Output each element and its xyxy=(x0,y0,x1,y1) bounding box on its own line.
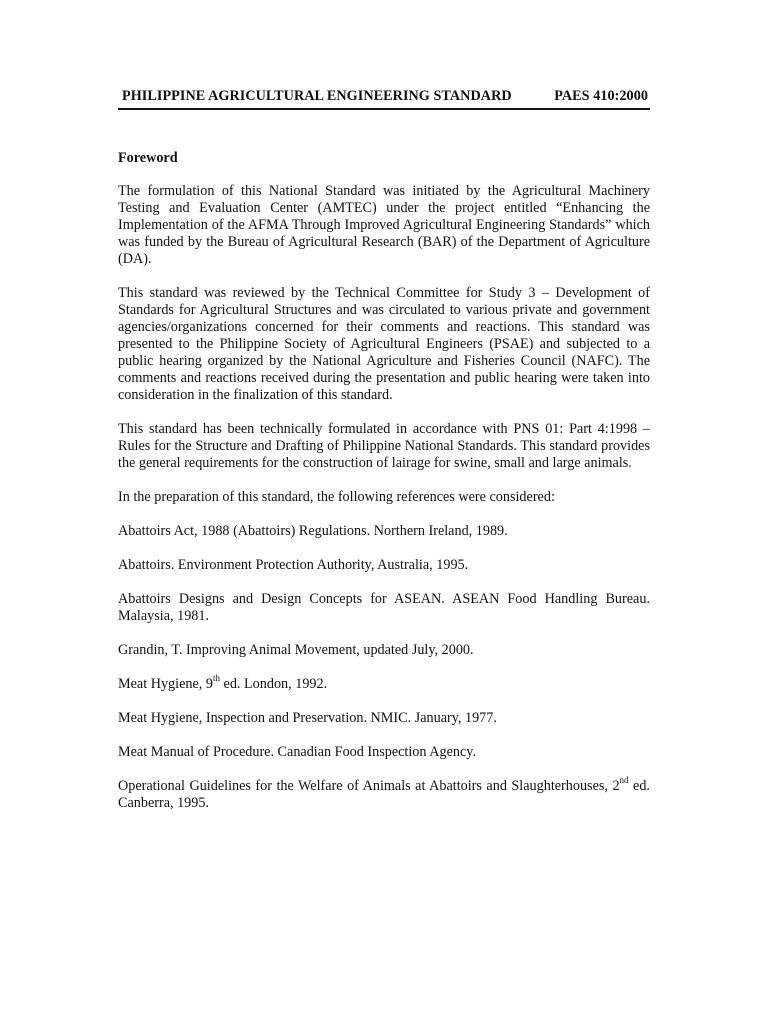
reference-item-8 xyxy=(118,775,650,812)
document-header xyxy=(118,88,650,110)
foreword-paragraph-4: In the preparation of this standard, the following references were considered: xyxy=(118,489,555,505)
standard-code: PAES 410:2000 xyxy=(554,88,648,104)
reference-item-2: Abattoirs. Environment Protection Authority, Australia, 1995. xyxy=(118,557,469,573)
reference-8-superscript: nd xyxy=(619,775,629,786)
standard-title: PHILIPPINE AGRICULTURAL ENGINEERING STANDARD xyxy=(122,88,512,104)
document-page xyxy=(118,88,650,812)
reference-5-text: Meat Hygiene, 9 xyxy=(118,676,213,692)
foreword-paragraph-2: This standard was reviewed by the Technical Committee for Study 3 – Development of Standards for Agricultural Structures and was circulated to various private and government agencies/organizations concerned for their comments and reactions. This standard was presented to the Philippine Society of Agricultural Engineers (PSAE) and subjected to a public hearing organized by the National Agriculture and Fisheries Council (NAFC). The comments and reactions received during the presentation and public hearing were taken into consideration in the finalization of this standard. xyxy=(118,285,650,403)
foreword-paragraph-1: The formulation of this National Standard was initiated by the Agricultural Machinery Testing and Evaluation Center (AMTEC) under the project entitled “Enhancing the Implementation of the AFMA Through Improved Agricultural Engineering Standards” which was funded by the Bureau of Agricultural Research (BAR) of the Department of Agriculture (DA). xyxy=(118,183,650,267)
reference-5-text-end: ed. London, 1992. xyxy=(219,676,328,692)
reference-5-superscript: th xyxy=(212,673,220,684)
foreword-heading: Foreword xyxy=(118,150,178,166)
foreword-paragraph-3: This standard has been technically formulated in accordance with PNS 01: Part 4:1998 – Rules for the Structure and Drafting of Philippine National Standards. This standard provides the general requirements for the construction of lairage for swine, small and large animals. xyxy=(118,421,650,471)
reference-item-7: Meat Manual of Procedure. Canadian Food Inspection Agency. xyxy=(118,744,477,760)
reference-item-1: Abattoirs Act, 1988 (Abattoirs) Regulations. Northern Ireland, 1989. xyxy=(118,523,508,539)
reference-item-6: Meat Hygiene, Inspection and Preservation. NMIC. January, 1977. xyxy=(118,710,497,726)
reference-item-5 xyxy=(118,673,650,693)
reference-item-4: Grandin, T. Improving Animal Movement, updated July, 2000. xyxy=(118,642,474,658)
reference-8-text-end: ed. Canberra, 1995. xyxy=(118,778,650,811)
reference-8-text: Operational Guidelines for the Welfare of Animals at Abattoirs and Slaughterhouses, 2 xyxy=(118,778,620,794)
reference-item-3: Abattoirs Designs and Design Concepts for ASEAN. ASEAN Food Handling Bureau. Malaysia, 1981. xyxy=(118,591,650,624)
